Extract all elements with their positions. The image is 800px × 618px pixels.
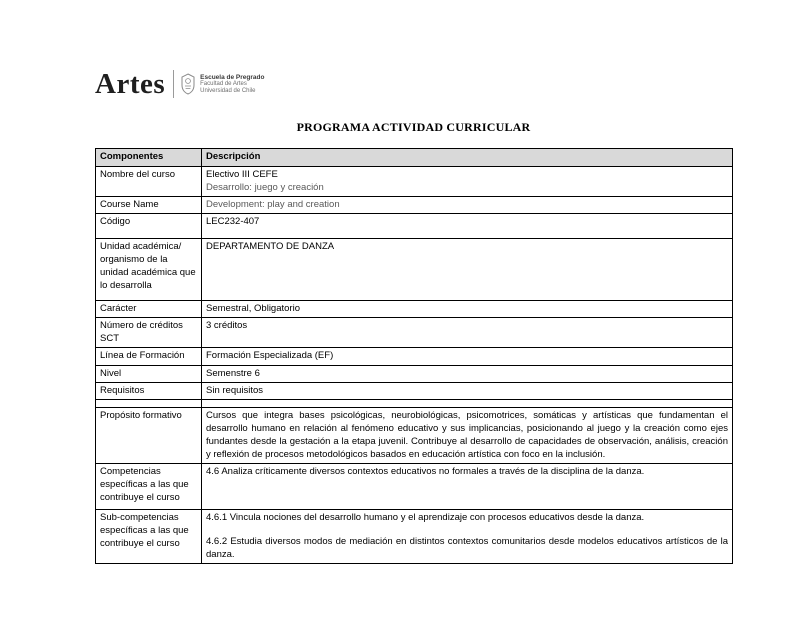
org-line-universidad: Universidad de Chile (200, 87, 256, 94)
row-value (202, 510, 733, 564)
row-label: Código (96, 214, 202, 239)
row-label: Sub-competencias específicas a las que contribuye el curso (96, 510, 202, 564)
row-value (202, 167, 733, 197)
course-subtitle-es: Desarrollo: juego y creación (206, 182, 324, 193)
logo (95, 66, 732, 102)
org-line-escuela: Escuela de Pregrado (200, 73, 265, 81)
row-value: Formación Especializada (EF) (202, 348, 733, 366)
col-header-componentes: Componentes (96, 149, 202, 167)
spacer-row (96, 400, 733, 408)
row-label: Número de créditos SCT (96, 318, 202, 348)
row-unidad-academica (96, 239, 733, 301)
row-label: Course Name (96, 197, 202, 214)
university-crest-icon (180, 73, 196, 95)
row-value: Sin requisitos (202, 383, 733, 400)
row-proposito-formativo (96, 408, 733, 464)
university-name-block (200, 74, 264, 95)
artes-logo-wordmark: Artes (95, 68, 166, 100)
row-caracter (96, 301, 733, 318)
row-label: Unidad académica/ organismo de la unidad académica que lo desarrolla (96, 239, 202, 301)
row-value: 4.6 Analiza críticamente diversos contextos educativos no formales a través de la disciplina de la danza. (202, 464, 733, 510)
row-value: LEC232-407 (202, 214, 733, 239)
row-label: Carácter (96, 301, 202, 318)
row-value: 3 créditos (202, 318, 733, 348)
spacer-cell (96, 400, 202, 408)
curriculum-table (95, 148, 733, 564)
row-label: Requisitos (96, 383, 202, 400)
spacer-cell (202, 400, 733, 408)
page-title: PROGRAMA ACTIVIDAD CURRICULAR (296, 120, 531, 134)
row-label: Competencias específicas a las que contribuye el curso (96, 464, 202, 510)
col-header-descripcion: Descripción (202, 149, 733, 167)
row-value: Semestral, Obligatorio (202, 301, 733, 318)
row-requisitos (96, 383, 733, 400)
document-content (95, 66, 732, 564)
row-label: Nivel (96, 366, 202, 383)
table-header-row (96, 149, 733, 167)
row-numero-creditos (96, 318, 733, 348)
row-label: Propósito formativo (96, 408, 202, 464)
row-value: DEPARTAMENTO DE DANZA (202, 239, 733, 301)
row-competencias (96, 464, 733, 510)
row-nombre-del-curso (96, 167, 733, 197)
row-course-name (96, 197, 733, 214)
row-sub-competencias (96, 510, 733, 564)
course-title-es: Electivo III CEFE (206, 169, 278, 180)
row-nivel (96, 366, 733, 383)
row-codigo (96, 214, 733, 239)
row-value: Cursos que integra bases psicológicas, neurobiológicas, psicomotrices, somáticas y artísticas que fundamentan el desarrollo humano en relación al fenómeno educativo y sus implicancias, posicionando al juego y la creación como ejes fundantes desde la gestación a la etapa juvenil. Contribuye al desarrollo de capacidades de observación, análisis, creación y reflexión de procesos metodológicos basados en educación artística con foco en la inclusión. (202, 408, 733, 464)
org-line-facultad: Facultad de Artes (200, 80, 247, 87)
row-label: Línea de Formación (96, 348, 202, 366)
sub-competencia-1: 4.6.1 Vincula nociones del desarrollo humano y el aprendizaje con procesos educativos desde la danza. (206, 512, 645, 523)
sub-competencia-2: 4.6.2 Estudia diversos modos de mediación en distintos contextos comunitarios desde modelos educativos artísticos de la danza. (206, 536, 728, 560)
row-linea-formacion (96, 348, 733, 366)
row-value: Semenstre 6 (202, 366, 733, 383)
row-value: Development: play and creation (202, 197, 733, 214)
row-label: Nombre del curso (96, 167, 202, 197)
logo-divider (173, 70, 174, 98)
